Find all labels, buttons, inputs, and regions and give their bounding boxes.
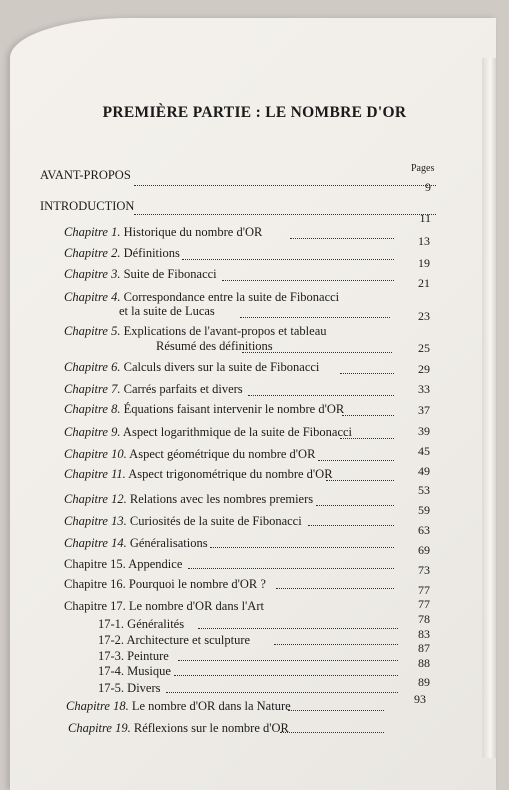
chapter-number: Chapitre 4.: [64, 290, 121, 304]
toc-entry-chapitre-18: [66, 699, 396, 717]
toc-entry-chapitre-4: [64, 290, 404, 326]
chapter-number: Chapitre 15.: [64, 557, 126, 571]
toc-entry-title: AVANT-PROPOS: [40, 168, 131, 182]
chapter-number: Chapitre 5.: [64, 324, 121, 338]
dot-leader: [134, 214, 436, 215]
chapter-number: Chapitre 18.: [66, 699, 129, 713]
dot-leader: [274, 644, 398, 645]
toc-entry-chapitre-5: [64, 324, 404, 360]
toc-entry-page: 59: [418, 503, 430, 517]
chapter-number: Chapitre 13.: [64, 514, 127, 528]
toc-entry-title: Définitions: [123, 246, 180, 260]
toc-entry-page: 29: [418, 362, 430, 376]
toc-entry-title: Relations avec les nombres premiers: [129, 492, 314, 506]
dot-leader: [240, 317, 390, 318]
chapter-number: Chapitre 11.: [64, 467, 126, 481]
toc-entry-chapitre-10: [64, 447, 404, 465]
chapter-number: Chapitre 17.: [64, 599, 126, 613]
dot-leader: [182, 259, 394, 260]
dot-leader: [342, 415, 394, 416]
toc-entry-title: Suite de Fibonacci: [123, 267, 217, 281]
toc-entry-title: INTRODUCTION: [40, 199, 135, 213]
dot-leader: [174, 675, 398, 676]
dot-leader: [288, 710, 384, 711]
toc-entry-introduction: [40, 199, 435, 217]
toc-entry-title: Correspondance entre la suite de Fibonacci: [123, 290, 340, 304]
toc-entry-page: 93: [414, 692, 426, 706]
toc-entry-title: Explications de l'avant-propos et tableau: [123, 324, 327, 338]
toc-entry-chapitre-15: [64, 557, 404, 575]
dot-leader: [188, 568, 394, 569]
toc-entry-page: 11: [419, 211, 431, 225]
toc-entry-page: 88: [418, 656, 430, 670]
dot-leader: [210, 547, 394, 548]
toc-entry-page: 77: [418, 597, 430, 611]
page-edge: [482, 58, 496, 758]
toc-entry-chapitre-7: [64, 382, 404, 400]
toc-subentry-17-4: [98, 664, 398, 682]
toc-entry-page: 78: [418, 612, 430, 626]
toc-entry-title: Pourquoi le nombre d'OR ?: [128, 577, 266, 591]
dot-leader: [276, 588, 394, 589]
toc-entry-title: Aspect trigonométrique du nombre d'OR: [128, 467, 333, 481]
toc-entry-title: 17-1. Généralités: [98, 617, 185, 631]
toc-entry-title: Historique du nombre d'OR: [123, 225, 263, 239]
toc-entry-title: Réflexions sur le nombre d'OR: [133, 721, 289, 735]
toc-subentry-17-5: [98, 681, 398, 699]
toc-entry-title: Le nombre d'OR dans la Nature: [131, 699, 291, 713]
dot-leader: [178, 660, 398, 661]
toc-entry-title: Aspect logarithmique de la suite de Fibonacci: [122, 425, 353, 439]
toc-entry-page: 21: [418, 276, 430, 290]
page-title: PREMIÈRE PARTIE : LE NOMBRE D'OR: [102, 104, 407, 121]
toc-entry-title: Curiosités de la suite de Fibonacci: [129, 514, 302, 528]
toc-entry-title: Le nombre d'OR dans l'Art: [128, 599, 264, 613]
toc-entry-avant-propos: [40, 168, 435, 186]
chapter-number: Chapitre 1.: [64, 225, 121, 239]
dot-leader: [340, 373, 394, 374]
dot-leader: [134, 185, 436, 186]
toc-entry-page: 49: [418, 464, 430, 478]
toc-entry-chapitre-9: [64, 425, 404, 443]
dot-leader: [242, 352, 392, 353]
toc-entry-chapitre-16: [64, 577, 404, 595]
toc-entry-title: Calculs divers sur la suite de Fibonacci: [123, 360, 320, 374]
chapter-number: Chapitre 10.: [64, 447, 127, 461]
toc-entry-title: Équations faisant intervenir le nombre d'OR: [123, 402, 345, 416]
toc-entry-page: 39: [418, 424, 430, 438]
dot-leader: [308, 525, 394, 526]
chapter-number: Chapitre 3.: [64, 267, 121, 281]
toc-entry-chapitre-8: [64, 402, 404, 420]
dot-leader: [198, 628, 398, 629]
dot-leader: [166, 692, 398, 693]
chapter-number: Chapitre 7.: [64, 382, 121, 396]
dot-leader: [340, 438, 394, 439]
dot-leader: [290, 238, 394, 239]
dot-leader: [316, 505, 394, 506]
toc-entry-chapitre-19: [68, 721, 398, 739]
toc-entry-page: 77: [418, 583, 430, 597]
toc-entry-page: 23: [418, 309, 430, 323]
chapter-number: Chapitre 12.: [64, 492, 127, 506]
toc-entry-page: 19: [418, 256, 430, 270]
toc-entry-page: 63: [418, 523, 430, 537]
dot-leader: [248, 395, 394, 396]
toc-entry-title-line2: et la suite de Lucas: [119, 304, 215, 318]
dot-leader: [280, 732, 384, 733]
toc-entry-title: 17-5. Divers: [98, 681, 161, 695]
chapter-number: Chapitre 9.: [64, 425, 121, 439]
toc-entry-chapitre-2: [64, 246, 394, 264]
dot-leader: [326, 480, 394, 481]
toc-entry-page: 9: [425, 180, 431, 194]
dot-leader: [222, 280, 394, 281]
toc-entry-chapitre-12: [64, 492, 404, 510]
toc-entry-page: 83: [418, 627, 430, 641]
dot-leader: [318, 460, 394, 461]
toc-entry-title: 17-2. Architecture et sculpture: [98, 633, 251, 647]
chapter-number: Chapitre 8.: [64, 402, 121, 416]
toc-entry-page: 89: [418, 675, 430, 689]
toc-entry-chapitre-3: [64, 267, 394, 285]
toc-entry-title: Carrés parfaits et divers: [123, 382, 243, 396]
chapter-number: Chapitre 6.: [64, 360, 121, 374]
toc-entry-chapitre-11: [64, 467, 404, 485]
toc-entry-page: 69: [418, 543, 430, 557]
chapter-number: Chapitre 14.: [64, 536, 127, 550]
chapter-number: Chapitre 16.: [64, 577, 126, 591]
toc-entry-title: Appendice: [128, 557, 183, 571]
toc-entry-title: 17-3. Peinture: [98, 649, 169, 663]
toc-entry-chapitre-1: [64, 225, 394, 243]
toc-entry-chapitre-6: [64, 360, 404, 378]
chapter-number: Chapitre 2.: [64, 246, 121, 260]
toc-entry-page: 45: [418, 444, 430, 458]
toc-entry-page: 73: [418, 563, 430, 577]
toc-entry-page: 37: [418, 403, 430, 417]
toc-entry-chapitre-17: [64, 599, 404, 617]
toc-entry-title-line2: Résumé des définitions: [156, 339, 273, 353]
toc-entry-page: 87: [418, 641, 430, 655]
toc-entry-title: Aspect géométrique du nombre d'OR: [129, 447, 316, 461]
toc-entry-page: 53: [418, 483, 430, 497]
toc-entry-page: 25: [418, 341, 430, 355]
chapter-number: Chapitre 19.: [68, 721, 131, 735]
toc-entry-page: 13: [418, 234, 430, 248]
toc-entry-title: Généralisations: [129, 536, 208, 550]
toc-entry-title: 17-4. Musique: [98, 664, 171, 678]
toc-entry-chapitre-14: [64, 536, 404, 554]
toc-entry-chapitre-13: [64, 514, 404, 532]
toc-entry-page: 33: [418, 382, 430, 396]
pages-column-label: Pages: [411, 163, 435, 174]
